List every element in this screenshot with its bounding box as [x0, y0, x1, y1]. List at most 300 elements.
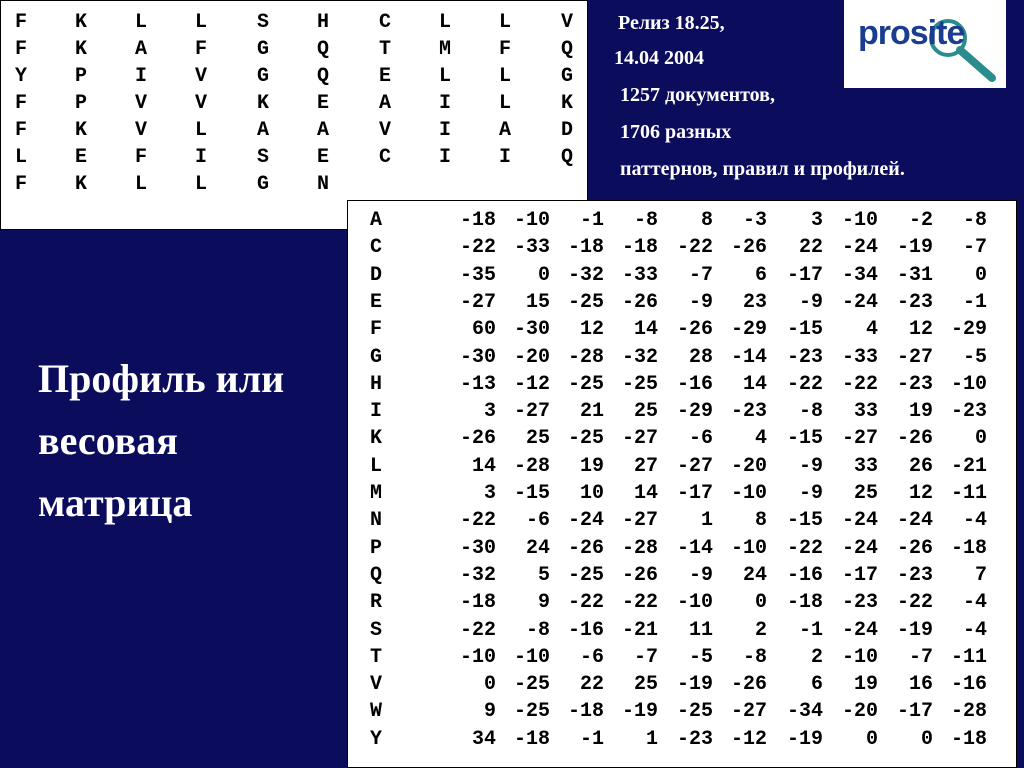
- matrix-cell: -11: [950, 482, 987, 505]
- matrix-cell: -22: [459, 618, 496, 642]
- matrix-row: [348, 589, 1018, 616]
- matrix-cell: 33: [853, 454, 878, 478]
- matrix-cell: -9: [798, 290, 823, 314]
- matrix-cell: -17: [841, 563, 878, 587]
- alignment-row: [1, 171, 588, 198]
- matrix-cell: -28: [513, 454, 550, 478]
- pattern-description: паттернов, правил и профилей.: [620, 158, 905, 180]
- amino-acid-label: H: [370, 372, 383, 396]
- matrix-cell: -26: [896, 427, 933, 451]
- matrix-cell: -23: [676, 727, 713, 751]
- amino-acid-label: D: [370, 263, 383, 287]
- matrix-cell: -15: [786, 427, 823, 451]
- residue: I: [194, 146, 207, 169]
- matrix-cell: -22: [786, 536, 823, 560]
- matrix-cell: -15: [786, 318, 823, 342]
- matrix-cell: -31: [896, 263, 933, 287]
- matrix-cell: 4: [754, 427, 767, 451]
- residue: T: [378, 38, 391, 61]
- matrix-cell: 26: [908, 454, 933, 478]
- residue: I: [498, 146, 511, 169]
- matrix-cell: -20: [841, 700, 878, 724]
- alignment-row: [1, 90, 588, 117]
- matrix-cell: -16: [786, 563, 823, 587]
- matrix-row: [348, 480, 1018, 507]
- prosite-logo: [844, 0, 1006, 88]
- matrix-cell: 2: [754, 618, 767, 642]
- matrix-row: [348, 698, 1018, 725]
- matrix-cell: -32: [621, 345, 658, 369]
- residue: E: [316, 92, 329, 115]
- matrix-cell: -34: [841, 263, 878, 287]
- residue: K: [74, 173, 87, 196]
- matrix-cell: -18: [621, 236, 658, 260]
- amino-acid-label: Q: [370, 563, 383, 587]
- matrix-cell: 19: [853, 673, 878, 697]
- matrix-row: [348, 617, 1018, 644]
- residue: I: [438, 146, 451, 169]
- residue: G: [256, 173, 269, 196]
- matrix-cell: -25: [567, 563, 604, 587]
- matrix-cell: -20: [513, 345, 550, 369]
- release-date: 14.04 2004: [614, 47, 704, 69]
- amino-acid-label: Y: [370, 727, 383, 751]
- matrix-cell: 9: [537, 591, 550, 615]
- matrix-cell: -23: [950, 400, 987, 424]
- matrix-cell: -21: [621, 618, 658, 642]
- alignment-row: [1, 144, 588, 171]
- matrix-cell: -17: [676, 482, 713, 505]
- matrix-cell: 0: [865, 727, 878, 751]
- matrix-cell: -9: [688, 563, 713, 587]
- matrix-cell: -10: [513, 645, 550, 669]
- matrix-cell: -21: [950, 454, 987, 478]
- matrix-cell: -27: [676, 454, 713, 478]
- residue: Q: [560, 38, 573, 61]
- matrix-cell: -13: [459, 372, 496, 396]
- amino-acid-label: E: [370, 290, 383, 314]
- matrix-cell: -28: [621, 536, 658, 560]
- matrix-cell: 2: [810, 645, 823, 669]
- matrix-cell: -23: [896, 563, 933, 587]
- matrix-cell: -1: [579, 727, 604, 751]
- matrix-row: [348, 726, 1018, 753]
- alignment-row: [1, 9, 588, 36]
- residue: M: [438, 38, 451, 61]
- matrix-cell: -28: [950, 700, 987, 724]
- matrix-cell: -25: [513, 700, 550, 724]
- residue: A: [256, 119, 269, 142]
- matrix-cell: -10: [950, 372, 987, 396]
- residue: A: [498, 119, 511, 142]
- residue: F: [14, 38, 27, 61]
- residue: A: [134, 38, 147, 61]
- matrix-cell: 25: [525, 427, 550, 451]
- matrix-row: [348, 344, 1018, 371]
- matrix-row: [348, 262, 1018, 289]
- matrix-cell: -5: [688, 645, 713, 669]
- residue: Q: [560, 146, 573, 169]
- residue: F: [14, 173, 27, 196]
- residue: V: [378, 119, 391, 142]
- matrix-cell: -26: [676, 318, 713, 342]
- residue: L: [438, 65, 451, 88]
- matrix-cell: -8: [525, 618, 550, 642]
- matrix-cell: -30: [513, 318, 550, 342]
- matrix-cell: 6: [810, 673, 823, 697]
- residue: P: [74, 65, 87, 88]
- amino-acid-label: W: [370, 700, 383, 724]
- matrix-cell: 34: [471, 727, 496, 751]
- matrix-cell: -6: [579, 645, 604, 669]
- residue: V: [134, 119, 147, 142]
- matrix-row: [348, 671, 1018, 698]
- matrix-row: [348, 644, 1018, 671]
- matrix-cell: -16: [567, 618, 604, 642]
- matrix-cell: -23: [730, 400, 767, 424]
- amino-acid-label: T: [370, 645, 383, 669]
- matrix-cell: -6: [525, 509, 550, 533]
- matrix-cell: -4: [962, 509, 987, 533]
- matrix-cell: -7: [688, 263, 713, 287]
- amino-acid-label: G: [370, 345, 383, 369]
- matrix-cell: -19: [896, 618, 933, 642]
- matrix-cell: -22: [459, 236, 496, 260]
- matrix-cell: -4: [962, 591, 987, 615]
- matrix-cell: -33: [513, 236, 550, 260]
- matrix-cell: 28: [688, 345, 713, 369]
- document-count: 1257 документов,: [620, 84, 775, 106]
- residue: G: [256, 65, 269, 88]
- matrix-cell: -18: [950, 536, 987, 560]
- amino-acid-label: I: [370, 400, 383, 424]
- matrix-cell: -24: [841, 536, 878, 560]
- residue: F: [194, 38, 207, 61]
- amino-acid-label: C: [370, 236, 383, 260]
- matrix-cell: -18: [459, 591, 496, 615]
- matrix-cell: 14: [471, 454, 496, 478]
- residue: S: [256, 146, 269, 169]
- matrix-cell: -4: [962, 618, 987, 642]
- residue: K: [256, 92, 269, 115]
- amino-acid-label: V: [370, 673, 383, 697]
- matrix-cell: 14: [742, 372, 767, 396]
- matrix-cell: -22: [459, 509, 496, 533]
- matrix-cell: -8: [798, 400, 823, 424]
- residue: K: [560, 92, 573, 115]
- matrix-cell: 14: [633, 318, 658, 342]
- matrix-cell: 0: [974, 263, 987, 287]
- residue: V: [194, 92, 207, 115]
- matrix-cell: 25: [633, 673, 658, 697]
- matrix-cell: -23: [896, 290, 933, 314]
- matrix-cell: -24: [841, 236, 878, 260]
- matrix-cell: -17: [896, 700, 933, 724]
- matrix-cell: -29: [950, 318, 987, 342]
- matrix-cell: -27: [513, 400, 550, 424]
- matrix-cell: 7: [974, 563, 987, 587]
- matrix-cell: -33: [841, 345, 878, 369]
- matrix-cell: -17: [786, 263, 823, 287]
- matrix-cell: -24: [896, 509, 933, 533]
- pattern-count: 1706 разных: [620, 121, 732, 143]
- matrix-cell: -26: [621, 290, 658, 314]
- matrix-cell: -25: [567, 290, 604, 314]
- matrix-cell: -8: [742, 645, 767, 669]
- matrix-cell: -9: [798, 454, 823, 478]
- matrix-cell: 12: [908, 318, 933, 342]
- matrix-cell: -26: [621, 563, 658, 587]
- matrix-cell: -19: [896, 236, 933, 260]
- residue: V: [134, 92, 147, 115]
- matrix-cell: -15: [786, 509, 823, 533]
- matrix-cell: -24: [567, 509, 604, 533]
- residue: Q: [316, 38, 329, 61]
- amino-acid-label: N: [370, 509, 383, 533]
- matrix-cell: -18: [459, 209, 496, 232]
- logo-text: prosite: [858, 14, 965, 52]
- residue: L: [134, 11, 147, 34]
- matrix-cell: 10: [579, 482, 604, 505]
- matrix-cell: -9: [798, 482, 823, 505]
- matrix-cell: -27: [621, 509, 658, 533]
- matrix-cell: 4: [865, 318, 878, 342]
- matrix-cell: -16: [676, 372, 713, 396]
- matrix-cell: 9: [483, 700, 496, 724]
- matrix-cell: -9: [688, 290, 713, 314]
- residue: I: [438, 92, 451, 115]
- matrix-cell: -22: [841, 372, 878, 396]
- matrix-cell: 23: [742, 290, 767, 314]
- amino-acid-label: K: [370, 427, 383, 451]
- residue: G: [256, 38, 269, 61]
- matrix-cell: 27: [633, 454, 658, 478]
- matrix-cell: -20: [730, 454, 767, 478]
- residue: L: [498, 65, 511, 88]
- matrix-cell: 22: [798, 236, 823, 260]
- matrix-cell: -26: [730, 673, 767, 697]
- residue: L: [438, 11, 451, 34]
- matrix-cell: 33: [853, 400, 878, 424]
- residue: F: [14, 11, 27, 34]
- residue: E: [378, 65, 391, 88]
- matrix-cell: 21: [579, 400, 604, 424]
- matrix-cell: 25: [853, 482, 878, 505]
- matrix-cell: -14: [676, 536, 713, 560]
- matrix-cell: 1: [700, 509, 713, 533]
- matrix-cell: 8: [700, 209, 713, 232]
- matrix-cell: -25: [567, 372, 604, 396]
- matrix-cell: -22: [896, 591, 933, 615]
- matrix-cell: -5: [962, 345, 987, 369]
- matrix-cell: 0: [754, 591, 767, 615]
- matrix-row: [348, 207, 1018, 234]
- residue: G: [560, 65, 573, 88]
- residue: V: [560, 11, 573, 34]
- matrix-cell: -6: [688, 427, 713, 451]
- matrix-cell: 24: [742, 563, 767, 587]
- matrix-cell: -14: [730, 345, 767, 369]
- amino-acid-label: R: [370, 591, 383, 615]
- matrix-cell: 19: [908, 400, 933, 424]
- matrix-row: [348, 425, 1018, 452]
- matrix-cell: -7: [908, 645, 933, 669]
- matrix-cell: -8: [633, 209, 658, 232]
- residue: S: [256, 11, 269, 34]
- matrix-cell: 3: [483, 482, 496, 505]
- matrix-cell: -22: [676, 236, 713, 260]
- matrix-cell: -12: [513, 372, 550, 396]
- residue: L: [134, 173, 147, 196]
- matrix-cell: 15: [525, 290, 550, 314]
- residue: V: [194, 65, 207, 88]
- matrix-cell: -3: [742, 209, 767, 232]
- matrix-cell: -27: [459, 290, 496, 314]
- residue: F: [134, 146, 147, 169]
- residue: K: [74, 119, 87, 142]
- matrix-cell: -2: [908, 209, 933, 232]
- matrix-cell: -8: [962, 209, 987, 232]
- matrix-cell: 3: [483, 400, 496, 424]
- matrix-cell: 0: [537, 263, 550, 287]
- residue: K: [74, 38, 87, 61]
- matrix-cell: -23: [786, 345, 823, 369]
- matrix-cell: 25: [633, 400, 658, 424]
- residue: A: [378, 92, 391, 115]
- slide-title: [38, 348, 338, 534]
- matrix-cell: -11: [950, 645, 987, 669]
- matrix-cell: -10: [730, 536, 767, 560]
- matrix-cell: 22: [579, 673, 604, 697]
- matrix-row: [348, 398, 1018, 425]
- residue: Q: [316, 65, 329, 88]
- residue: L: [14, 146, 27, 169]
- matrix-cell: -18: [950, 727, 987, 751]
- matrix-cell: -16: [950, 673, 987, 697]
- title-line-3: матрица: [38, 480, 193, 525]
- matrix-cell: -10: [841, 645, 878, 669]
- matrix-cell: -29: [730, 318, 767, 342]
- matrix-cell: -26: [459, 427, 496, 451]
- residue: F: [498, 38, 511, 61]
- residue: I: [438, 119, 451, 142]
- residue: K: [74, 11, 87, 34]
- residue: E: [316, 146, 329, 169]
- matrix-row: [348, 316, 1018, 343]
- residue: L: [194, 173, 207, 196]
- residue: C: [378, 146, 391, 169]
- matrix-cell: 8: [754, 509, 767, 533]
- matrix-cell: -30: [459, 536, 496, 560]
- matrix-cell: 16: [908, 673, 933, 697]
- matrix-cell: -24: [841, 290, 878, 314]
- matrix-cell: 0: [974, 427, 987, 451]
- matrix-cell: -27: [621, 427, 658, 451]
- residue: F: [14, 119, 27, 142]
- residue: E: [74, 146, 87, 169]
- matrix-cell: -1: [579, 209, 604, 232]
- matrix-cell: -23: [896, 372, 933, 396]
- matrix-cell: -23: [841, 591, 878, 615]
- matrix-cell: -28: [567, 345, 604, 369]
- amino-acid-label: F: [370, 318, 383, 342]
- matrix-cell: 5: [537, 563, 550, 587]
- matrix-cell: -19: [676, 673, 713, 697]
- matrix-cell: 60: [471, 318, 496, 342]
- matrix-cell: -10: [459, 645, 496, 669]
- matrix-cell: -29: [676, 400, 713, 424]
- matrix-cell: 11: [688, 618, 713, 642]
- matrix-cell: 0: [483, 673, 496, 697]
- matrix-row: [348, 562, 1018, 589]
- residue: L: [194, 11, 207, 34]
- residue: Y: [14, 65, 27, 88]
- matrix-cell: -1: [798, 618, 823, 642]
- matrix-cell: -30: [459, 345, 496, 369]
- matrix-cell: -19: [621, 700, 658, 724]
- matrix-cell: -22: [786, 372, 823, 396]
- matrix-cell: -26: [567, 536, 604, 560]
- matrix-cell: -27: [841, 427, 878, 451]
- matrix-cell: 1: [645, 727, 658, 751]
- residue: C: [378, 11, 391, 34]
- residue: F: [14, 92, 27, 115]
- matrix-row: [348, 289, 1018, 316]
- matrix-cell: -18: [567, 700, 604, 724]
- matrix-cell: -18: [513, 727, 550, 751]
- residue: N: [316, 173, 329, 196]
- matrix-row: [348, 234, 1018, 261]
- residue: L: [498, 11, 511, 34]
- matrix-cell: -24: [841, 509, 878, 533]
- amino-acid-label: S: [370, 618, 383, 642]
- alignment-row: [1, 36, 588, 63]
- residue: H: [316, 11, 329, 34]
- matrix-cell: -10: [676, 591, 713, 615]
- matrix-cell: 3: [810, 209, 823, 232]
- matrix-cell: 0: [920, 727, 933, 751]
- matrix-cell: -25: [567, 427, 604, 451]
- matrix-cell: -15: [513, 482, 550, 505]
- matrix-cell: -25: [513, 673, 550, 697]
- alignment-row: [1, 63, 588, 90]
- amino-acid-label: M: [370, 482, 383, 505]
- release-version: Релиз 18.25,: [618, 12, 725, 34]
- matrix-cell: -10: [513, 209, 550, 232]
- matrix-cell: -25: [676, 700, 713, 724]
- residue: P: [74, 92, 87, 115]
- matrix-cell: -26: [730, 236, 767, 260]
- matrix-cell: -33: [621, 263, 658, 287]
- matrix-cell: -35: [459, 263, 496, 287]
- matrix-cell: 12: [579, 318, 604, 342]
- matrix-row: [348, 371, 1018, 398]
- weight-matrix: [347, 200, 1017, 768]
- matrix-cell: -26: [896, 536, 933, 560]
- matrix-row: [348, 535, 1018, 562]
- matrix-cell: -22: [567, 591, 604, 615]
- amino-acid-label: A: [370, 209, 383, 232]
- title-line-2: весовая: [38, 418, 178, 463]
- matrix-cell: -27: [730, 700, 767, 724]
- matrix-cell: -32: [567, 263, 604, 287]
- matrix-cell: 24: [525, 536, 550, 560]
- matrix-row: [348, 507, 1018, 534]
- matrix-cell: -12: [730, 727, 767, 751]
- matrix-cell: 14: [633, 482, 658, 505]
- matrix-cell: -27: [896, 345, 933, 369]
- matrix-cell: -10: [841, 209, 878, 232]
